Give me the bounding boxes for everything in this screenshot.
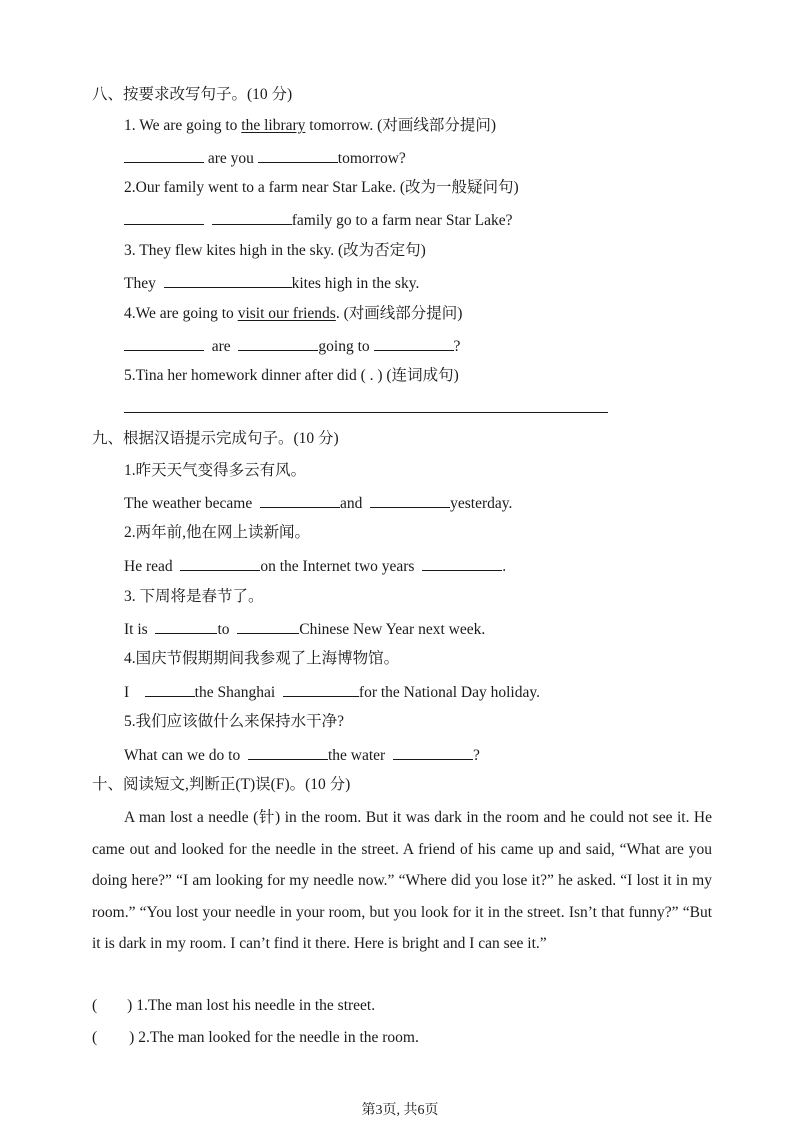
answer-blank[interactable] (248, 744, 328, 760)
s9-answer-5: What can we do to the water ? (124, 744, 480, 766)
s9-answer-3: It is to Chinese New Year next week. (124, 618, 485, 640)
s8-answer-1: are you tomorrow? (124, 147, 406, 169)
answer-blank[interactable] (180, 555, 260, 571)
answer-blank[interactable] (164, 272, 292, 288)
underlined-phrase: visit our friends (237, 305, 336, 322)
answer-line[interactable] (124, 412, 608, 413)
section-10-title: 十、阅读短文,判断正(T)误(F)。(10 分) (92, 776, 351, 793)
s9-prompt-4: 4.国庆节假期期间我参观了上海博物馆。 (124, 650, 400, 667)
answer-blank[interactable] (145, 681, 195, 697)
answer-blank[interactable] (393, 744, 473, 760)
answer-blank[interactable] (370, 492, 450, 508)
s9-prompt-3: 3. 下周将是春节了。 (124, 588, 264, 605)
section-9-title: 九、根据汉语提示完成句子。(10 分) (92, 430, 339, 447)
answer-blank[interactable] (124, 209, 204, 225)
answer-blank[interactable] (212, 209, 292, 225)
s8-question-2: 2.Our family went to a farm near Star Lake. (改为一般疑问句) (124, 179, 519, 196)
answer-blank[interactable] (422, 555, 502, 571)
answer-blank[interactable] (260, 492, 340, 508)
s8-question-3: 3. They flew kites high in the sky. (改为否定句) (124, 242, 426, 259)
underlined-phrase: the library (241, 117, 306, 134)
s8-question-4: 4.We are going to visit our friends. (对画线部分提问) (124, 305, 463, 322)
s8-question-5: 5.Tina her homework dinner after did ( . ) (连词成句) (124, 367, 459, 384)
s8-answer-4: are going to ? (124, 335, 460, 357)
answer-blank[interactable] (237, 618, 299, 634)
s9-answer-1: The weather became and yesterday. (124, 492, 512, 514)
answer-blank[interactable] (155, 618, 217, 634)
s9-prompt-1: 1.昨天天气变得多云有风。 (124, 462, 307, 479)
section-8-title: 八、按要求改写句子。(10 分) (92, 86, 293, 103)
answer-blank[interactable] (124, 147, 204, 163)
s9-prompt-5: 5.我们应该做什么来保持水干净? (124, 713, 345, 730)
reading-passage: A man lost a needle (针) in the room. But it was dark in the room and he could not see it. He came out and looked for the needle in the street. A friend of his came up and said, “What are you doing here?” “I am looking for my needle now.” “Where did you lose it?” he asked. “I lost it in my room.” “You lost your needle in your room, but you look for it in the street. Isn’t that funny?” “But it is dark in my room. I can’t find it there. Here is bright and I can see it.” (92, 809, 712, 952)
answer-blank[interactable] (258, 147, 338, 163)
s8-answer-2: family go to a farm near Star Lake? (124, 209, 513, 231)
answer-blank[interactable] (374, 335, 454, 351)
s9-answer-4: I the Shanghai for the National Day holiday. (124, 681, 540, 703)
page-number: 第3页, 共6页 (361, 1103, 439, 1118)
answer-blank[interactable] (283, 681, 359, 697)
s9-prompt-2: 2.两年前,他在网上读新闻。 (124, 524, 311, 541)
s8-question-1: 1. We are going to the library tomorrow. (对画线部分提问) (124, 117, 496, 134)
answer-blank[interactable] (238, 335, 318, 351)
s9-answer-2: He read on the Internet two years . (124, 555, 506, 577)
judgement-1: ( ) 1.The man lost his needle in the street. (92, 997, 376, 1014)
answer-blank[interactable] (124, 335, 204, 351)
judgement-2: ( ) 2.The man looked for the needle in the room. (92, 1029, 419, 1046)
s8-answer-3: They kites high in the sky. (124, 272, 419, 294)
